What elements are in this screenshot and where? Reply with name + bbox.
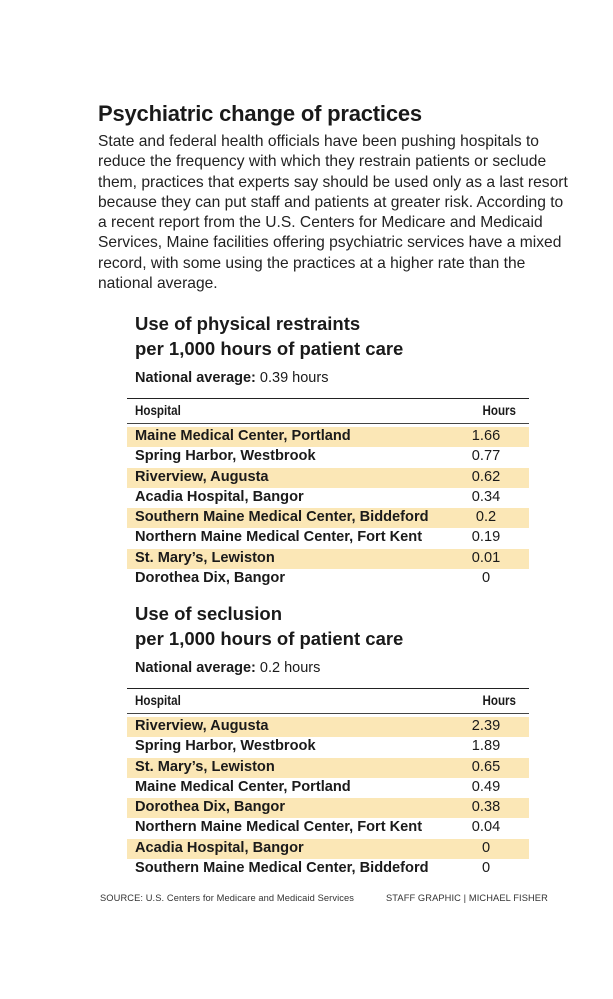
table-row (127, 758, 529, 778)
restraints-heading (135, 312, 403, 361)
hours-value: 0.19 (471, 529, 501, 546)
hospital-name: St. Mary’s, Lewiston (135, 549, 275, 566)
table-row (127, 549, 529, 569)
table-row (127, 508, 529, 528)
table-row (127, 839, 529, 859)
table-row (127, 528, 529, 548)
hours-value: 1.89 (471, 738, 501, 755)
seclusion-heading (135, 602, 403, 651)
hours-value: 0.65 (471, 758, 501, 775)
hours-value: 0.62 (471, 468, 501, 485)
restraints-rows (127, 424, 529, 589)
hours-value: 0.77 (471, 448, 501, 465)
graphic-title: Psychiatric change of practices (98, 101, 422, 126)
hospital-name: St. Mary’s, Lewiston (135, 758, 275, 775)
hospital-name: Riverview, Augusta (135, 718, 269, 734)
table-row (127, 859, 529, 879)
national-average-value: 0.39 hours (259, 370, 329, 386)
hospital-name: Dorothea Dix, Bangor (135, 570, 286, 587)
restraints-heading-line1: Use of physical restraints (135, 313, 361, 334)
hospital-name: Southern Maine Medical Center, Biddeford (135, 860, 429, 877)
header-hours: Hours (482, 403, 516, 418)
national-average-label: National average: (135, 660, 256, 676)
hospital-name: Spring Harbor, Westbrook (135, 448, 316, 465)
hospital-name: Southern Maine Medical Center, Biddeford (135, 509, 429, 526)
source-note: SOURCE: U.S. Centers for Medicare and Medicaid Services (100, 893, 355, 903)
hours-value: 0.38 (471, 799, 501, 816)
hospital-name: Acadia Hospital, Bangor (135, 839, 304, 856)
table-row (127, 818, 529, 838)
header-hospital: Hospital (135, 403, 181, 418)
table-row (127, 778, 529, 798)
hours-value: 2.39 (471, 718, 501, 734)
hours-value: 0.01 (471, 549, 501, 566)
hospital-name: Dorothea Dix, Bangor (135, 799, 286, 816)
hospital-name: Acadia Hospital, Bangor (135, 488, 304, 505)
seclusion-heading-line2: per 1,000 hours of patient care (135, 627, 404, 649)
hours-value: 0.04 (471, 819, 501, 836)
national-average-value: 0.2 hours (259, 660, 321, 676)
hospital-name: Northern Maine Medical Center, Fort Kent (135, 529, 423, 546)
table-row (127, 798, 529, 818)
table-row (127, 488, 529, 508)
hours-value: 0.49 (471, 778, 501, 795)
table-row (127, 569, 529, 589)
header-hospital: Hospital (135, 693, 181, 708)
table-row (127, 427, 529, 447)
table-header (127, 689, 529, 714)
hours-value: 0 (481, 570, 491, 587)
hospital-name: Northern Maine Medical Center, Fort Kent (135, 819, 423, 836)
hours-value: 0.2 (475, 509, 497, 526)
staff-credit: STAFF GRAPHIC | MICHAEL FISHER (386, 893, 548, 903)
table-row (127, 737, 529, 757)
hospital-name: Maine Medical Center, Portland (135, 428, 351, 444)
hours-value: 1.66 (471, 428, 501, 444)
restraints-table (127, 398, 529, 589)
intro-paragraph: State and federal health officials have been pushing hospitals to reduce the frequency with which they restrain patients or seclude them, practices that experts say should be used only as a last resort because they can put staff and patients at greater risk. According to a recent report from the U.S. Centers for Medicare and Medicaid Services, Maine facilities offering psychiatric services have a mixed record, with some using the practices at a higher rate than the national average. (98, 133, 568, 293)
hospital-name: Riverview, Augusta (135, 468, 269, 485)
restraints-national-average (135, 369, 328, 387)
hours-value: 0 (481, 860, 491, 877)
hospital-name: Spring Harbor, Westbrook (135, 738, 316, 755)
hours-value: 0.34 (471, 488, 501, 505)
hospital-name: Maine Medical Center, Portland (135, 778, 351, 795)
seclusion-heading-line1: Use of seclusion (135, 603, 283, 624)
table-row (127, 717, 529, 737)
seclusion-national-average (135, 659, 320, 677)
seclusion-table (127, 688, 529, 879)
table-row (127, 447, 529, 467)
table-header (127, 399, 529, 424)
hours-value: 0 (481, 839, 491, 856)
seclusion-rows (127, 714, 529, 879)
national-average-label: National average: (135, 370, 256, 386)
header-hours: Hours (482, 693, 516, 708)
table-row (127, 468, 529, 488)
restraints-heading-line2: per 1,000 hours of patient care (135, 337, 404, 359)
